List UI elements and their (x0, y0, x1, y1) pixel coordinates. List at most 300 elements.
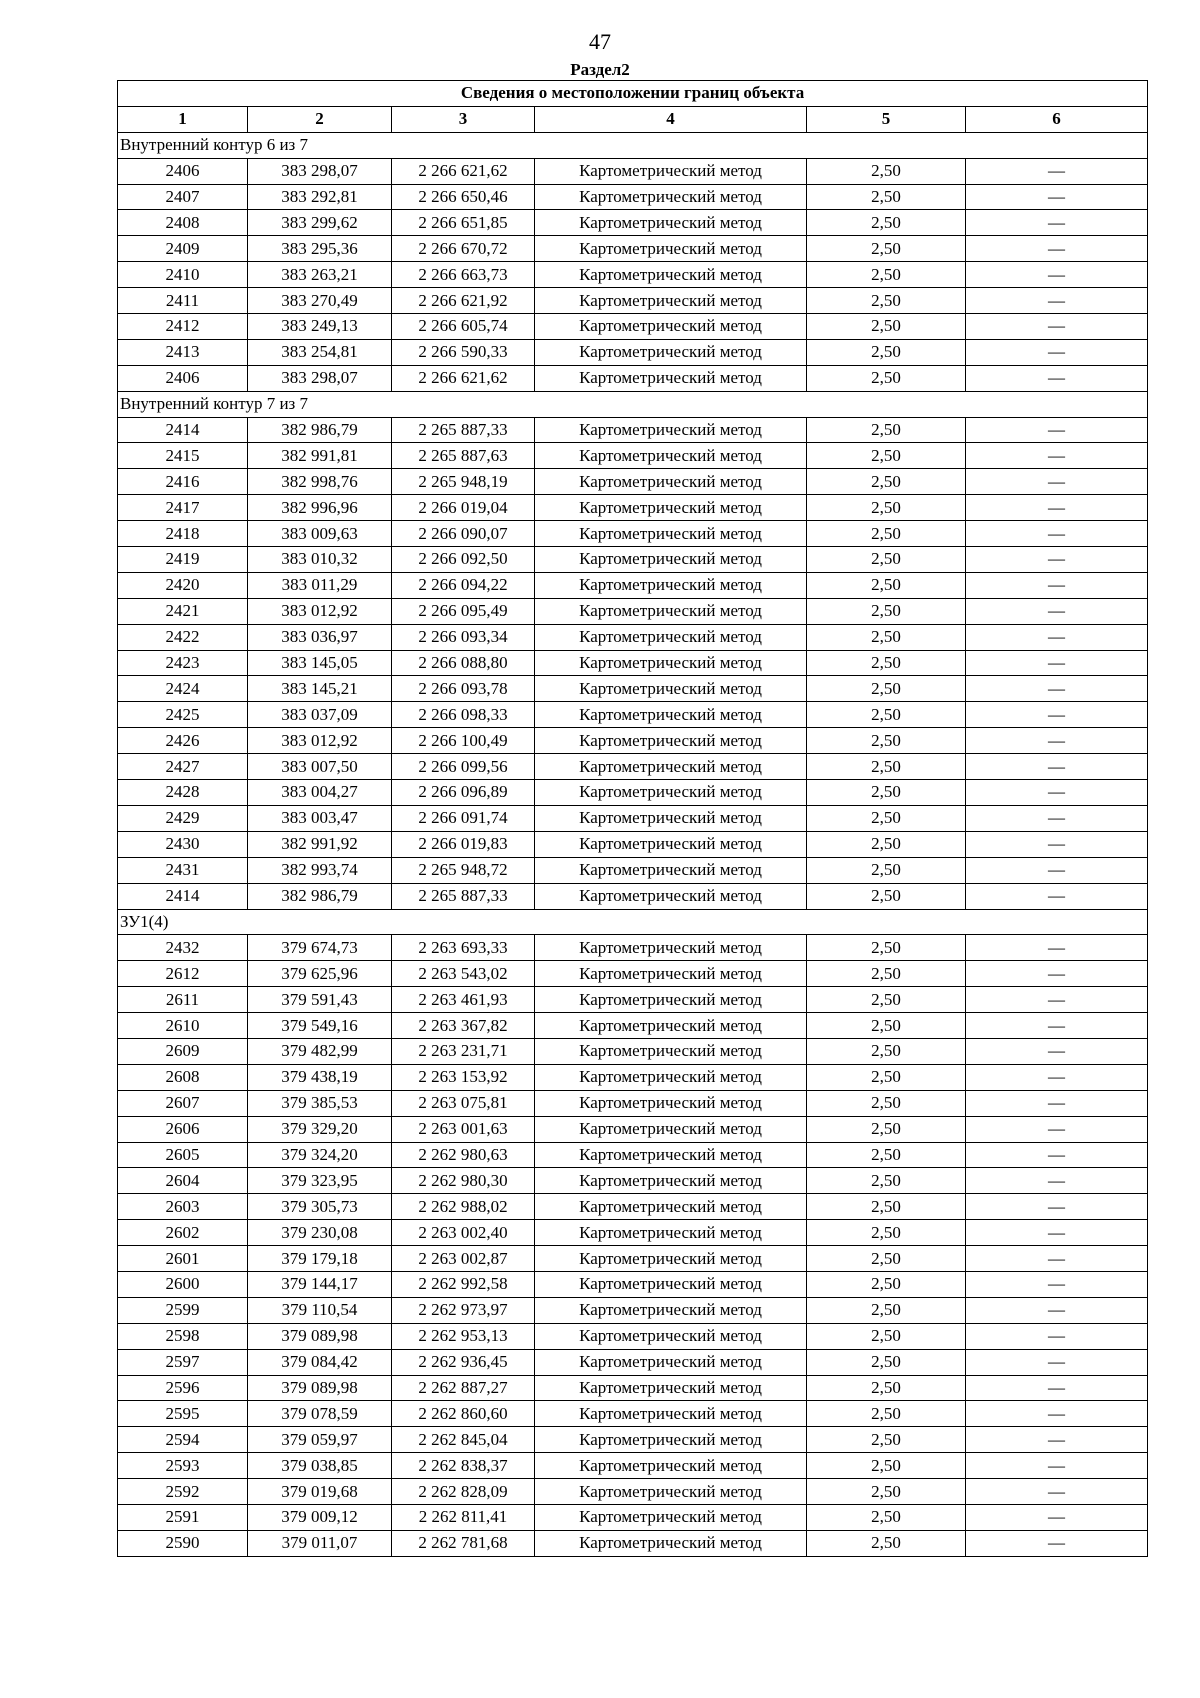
x-coordinate-cell: 382 986,79 (248, 417, 392, 443)
method-cell: Картометрический метод (535, 210, 807, 236)
method-cell: Картометрический метод (535, 987, 807, 1013)
point-number-cell: 2608 (118, 1064, 248, 1090)
x-coordinate-cell: 383 007,50 (248, 754, 392, 780)
x-coordinate-cell: 383 298,07 (248, 158, 392, 184)
y-coordinate-cell: 2 263 153,92 (392, 1064, 535, 1090)
table-row (118, 1168, 1148, 1194)
point-number-cell: 2429 (118, 805, 248, 831)
accuracy-cell: 2,50 (807, 158, 966, 184)
table-row (118, 547, 1148, 573)
accuracy-cell: 2,50 (807, 883, 966, 909)
method-cell: Картометрический метод (535, 831, 807, 857)
x-coordinate-cell: 383 037,09 (248, 702, 392, 728)
description-cell: — (966, 1479, 1148, 1505)
y-coordinate-cell: 2 262 811,41 (392, 1504, 535, 1530)
description-cell: — (966, 702, 1148, 728)
point-number-cell: 2424 (118, 676, 248, 702)
point-number-cell: 2604 (118, 1168, 248, 1194)
accuracy-cell: 2,50 (807, 572, 966, 598)
accuracy-cell: 2,50 (807, 1479, 966, 1505)
point-number-cell: 2598 (118, 1323, 248, 1349)
description-cell: — (966, 1427, 1148, 1453)
point-number-cell: 2422 (118, 624, 248, 650)
x-coordinate-cell: 379 059,97 (248, 1427, 392, 1453)
y-coordinate-cell: 2 266 093,34 (392, 624, 535, 650)
description-cell: — (966, 935, 1148, 961)
method-cell: Картометрический метод (535, 236, 807, 262)
point-number-cell: 2603 (118, 1194, 248, 1220)
accuracy-cell: 2,50 (807, 831, 966, 857)
x-coordinate-cell: 382 991,92 (248, 831, 392, 857)
description-cell: — (966, 1013, 1148, 1039)
table-row (118, 987, 1148, 1013)
point-number-cell: 2407 (118, 184, 248, 210)
group-header-row (118, 909, 1148, 935)
description-cell: — (966, 1168, 1148, 1194)
description-cell: — (966, 1375, 1148, 1401)
description-cell: — (966, 961, 1148, 987)
table-row (118, 857, 1148, 883)
accuracy-cell: 2,50 (807, 1530, 966, 1556)
point-number-cell: 2594 (118, 1427, 248, 1453)
table-body (118, 132, 1148, 1556)
x-coordinate-cell: 379 324,20 (248, 1142, 392, 1168)
description-cell: — (966, 314, 1148, 340)
table-row (118, 443, 1148, 469)
description-cell: — (966, 1116, 1148, 1142)
description-cell: — (966, 1453, 1148, 1479)
accuracy-cell: 2,50 (807, 702, 966, 728)
table-row (118, 1013, 1148, 1039)
accuracy-cell: 2,50 (807, 780, 966, 806)
y-coordinate-cell: 2 266 651,85 (392, 210, 535, 236)
accuracy-cell: 2,50 (807, 1323, 966, 1349)
point-number-cell: 2592 (118, 1479, 248, 1505)
y-coordinate-cell: 2 266 096,89 (392, 780, 535, 806)
x-coordinate-cell: 379 084,42 (248, 1349, 392, 1375)
description-cell: — (966, 210, 1148, 236)
point-number-cell: 2430 (118, 831, 248, 857)
table-row (118, 1090, 1148, 1116)
accuracy-cell: 2,50 (807, 1194, 966, 1220)
x-coordinate-cell: 379 089,98 (248, 1323, 392, 1349)
description-cell: — (966, 805, 1148, 831)
y-coordinate-cell: 2 265 887,63 (392, 443, 535, 469)
method-cell: Картометрический метод (535, 365, 807, 391)
table-row (118, 1375, 1148, 1401)
x-coordinate-cell: 379 482,99 (248, 1038, 392, 1064)
x-coordinate-cell: 382 996,96 (248, 495, 392, 521)
description-cell: — (966, 728, 1148, 754)
description-cell: — (966, 1297, 1148, 1323)
y-coordinate-cell: 2 265 948,19 (392, 469, 535, 495)
x-coordinate-cell: 379 144,17 (248, 1271, 392, 1297)
method-cell: Картометрический метод (535, 1479, 807, 1505)
point-number-cell: 2409 (118, 236, 248, 262)
method-cell: Картометрический метод (535, 288, 807, 314)
description-cell: — (966, 676, 1148, 702)
y-coordinate-cell: 2 266 099,56 (392, 754, 535, 780)
x-coordinate-cell: 382 986,79 (248, 883, 392, 909)
y-coordinate-cell: 2 266 605,74 (392, 314, 535, 340)
method-cell: Картометрический метод (535, 1349, 807, 1375)
y-coordinate-cell: 2 266 091,74 (392, 805, 535, 831)
table-row (118, 339, 1148, 365)
y-coordinate-cell: 2 262 845,04 (392, 1427, 535, 1453)
method-cell: Картометрический метод (535, 1168, 807, 1194)
description-cell: — (966, 1323, 1148, 1349)
accuracy-cell: 2,50 (807, 288, 966, 314)
description-cell: — (966, 598, 1148, 624)
accuracy-cell: 2,50 (807, 676, 966, 702)
point-number-cell: 2419 (118, 547, 248, 573)
table-row (118, 1530, 1148, 1556)
point-number-cell: 2406 (118, 158, 248, 184)
method-cell: Картометрический метод (535, 676, 807, 702)
table-row (118, 495, 1148, 521)
description-cell: — (966, 1090, 1148, 1116)
accuracy-cell: 2,50 (807, 443, 966, 469)
y-coordinate-cell: 2 262 992,58 (392, 1271, 535, 1297)
method-cell: Картометрический метод (535, 158, 807, 184)
x-coordinate-cell: 379 089,98 (248, 1375, 392, 1401)
table-row (118, 1323, 1148, 1349)
accuracy-cell: 2,50 (807, 1297, 966, 1323)
method-cell: Картометрический метод (535, 1504, 807, 1530)
table-row (118, 469, 1148, 495)
accuracy-cell: 2,50 (807, 961, 966, 987)
accuracy-cell: 2,50 (807, 1168, 966, 1194)
group-title: Внутренний контур 7 из 7 (118, 391, 1148, 417)
x-coordinate-cell: 383 299,62 (248, 210, 392, 236)
method-cell: Картометрический метод (535, 1427, 807, 1453)
table-row (118, 1453, 1148, 1479)
y-coordinate-cell: 2 263 461,93 (392, 987, 535, 1013)
x-coordinate-cell: 379 230,08 (248, 1220, 392, 1246)
y-coordinate-cell: 2 266 090,07 (392, 521, 535, 547)
point-number-cell: 2599 (118, 1297, 248, 1323)
table-row (118, 754, 1148, 780)
table-row (118, 1220, 1148, 1246)
point-number-cell: 2595 (118, 1401, 248, 1427)
table-row (118, 1246, 1148, 1272)
x-coordinate-cell: 379 674,73 (248, 935, 392, 961)
method-cell: Картометрический метод (535, 1246, 807, 1272)
table-row (118, 676, 1148, 702)
point-number-cell: 2426 (118, 728, 248, 754)
point-number-cell: 2611 (118, 987, 248, 1013)
x-coordinate-cell: 383 012,92 (248, 598, 392, 624)
y-coordinate-cell: 2 262 838,37 (392, 1453, 535, 1479)
y-coordinate-cell: 2 263 001,63 (392, 1116, 535, 1142)
table-row (118, 728, 1148, 754)
accuracy-cell: 2,50 (807, 417, 966, 443)
table-row (118, 1401, 1148, 1427)
description-cell: — (966, 236, 1148, 262)
x-coordinate-cell: 379 011,07 (248, 1530, 392, 1556)
point-number-cell: 2421 (118, 598, 248, 624)
point-number-cell: 2428 (118, 780, 248, 806)
y-coordinate-cell: 2 262 980,63 (392, 1142, 535, 1168)
description-cell: — (966, 1349, 1148, 1375)
description-cell: — (966, 987, 1148, 1013)
x-coordinate-cell: 383 145,05 (248, 650, 392, 676)
x-coordinate-cell: 383 270,49 (248, 288, 392, 314)
accuracy-cell: 2,50 (807, 935, 966, 961)
y-coordinate-cell: 2 263 543,02 (392, 961, 535, 987)
method-cell: Картометрический метод (535, 521, 807, 547)
method-cell: Картометрический метод (535, 495, 807, 521)
accuracy-cell: 2,50 (807, 1375, 966, 1401)
table-row (118, 1194, 1148, 1220)
description-cell: — (966, 1038, 1148, 1064)
description-cell: — (966, 831, 1148, 857)
description-cell: — (966, 417, 1148, 443)
column-header-4: 4 (535, 106, 807, 132)
description-cell: — (966, 1220, 1148, 1246)
point-number-cell: 2418 (118, 521, 248, 547)
description-cell: — (966, 365, 1148, 391)
table-row (118, 1116, 1148, 1142)
description-cell: — (966, 521, 1148, 547)
description-cell: — (966, 780, 1148, 806)
method-cell: Картометрический метод (535, 935, 807, 961)
method-cell: Картометрический метод (535, 728, 807, 754)
description-cell: — (966, 443, 1148, 469)
method-cell: Картометрический метод (535, 1401, 807, 1427)
section-title: Раздел2 (570, 60, 630, 79)
table-caption: Сведения о местоположении границ объекта (118, 81, 1148, 107)
method-cell: Картометрический метод (535, 417, 807, 443)
point-number-cell: 2602 (118, 1220, 248, 1246)
accuracy-cell: 2,50 (807, 469, 966, 495)
x-coordinate-cell: 383 298,07 (248, 365, 392, 391)
y-coordinate-cell: 2 266 621,92 (392, 288, 535, 314)
y-coordinate-cell: 2 262 887,27 (392, 1375, 535, 1401)
description-cell: — (966, 184, 1148, 210)
table-row (118, 1349, 1148, 1375)
column-header-6: 6 (966, 106, 1148, 132)
table-row (118, 1427, 1148, 1453)
point-number-cell: 2425 (118, 702, 248, 728)
y-coordinate-cell: 2 262 828,09 (392, 1479, 535, 1505)
accuracy-cell: 2,50 (807, 728, 966, 754)
accuracy-cell: 2,50 (807, 1349, 966, 1375)
method-cell: Картометрический метод (535, 1453, 807, 1479)
y-coordinate-cell: 2 266 621,62 (392, 365, 535, 391)
method-cell: Картометрический метод (535, 754, 807, 780)
y-coordinate-cell: 2 266 092,50 (392, 547, 535, 573)
table-row (118, 521, 1148, 547)
x-coordinate-cell: 382 993,74 (248, 857, 392, 883)
table-row (118, 288, 1148, 314)
accuracy-cell: 2,50 (807, 1220, 966, 1246)
method-cell: Картометрический метод (535, 1220, 807, 1246)
method-cell: Картометрический метод (535, 469, 807, 495)
table-row (118, 236, 1148, 262)
table-row (118, 624, 1148, 650)
table-row (118, 598, 1148, 624)
accuracy-cell: 2,50 (807, 1116, 966, 1142)
x-coordinate-cell: 383 012,92 (248, 728, 392, 754)
point-number-cell: 2408 (118, 210, 248, 236)
point-number-cell: 2597 (118, 1349, 248, 1375)
accuracy-cell: 2,50 (807, 650, 966, 676)
accuracy-cell: 2,50 (807, 1401, 966, 1427)
table-row (118, 1271, 1148, 1297)
method-cell: Картометрический метод (535, 650, 807, 676)
table-row (118, 365, 1148, 391)
accuracy-cell: 2,50 (807, 1504, 966, 1530)
x-coordinate-cell: 383 263,21 (248, 262, 392, 288)
point-number-cell: 2432 (118, 935, 248, 961)
y-coordinate-cell: 2 262 781,68 (392, 1530, 535, 1556)
table-row (118, 262, 1148, 288)
description-cell: — (966, 547, 1148, 573)
method-cell: Картометрический метод (535, 1323, 807, 1349)
method-cell: Картометрический метод (535, 314, 807, 340)
description-cell: — (966, 339, 1148, 365)
x-coordinate-cell: 383 011,29 (248, 572, 392, 598)
point-number-cell: 2609 (118, 1038, 248, 1064)
method-cell: Картометрический метод (535, 1271, 807, 1297)
y-coordinate-cell: 2 263 002,87 (392, 1246, 535, 1272)
description-cell: — (966, 1194, 1148, 1220)
accuracy-cell: 2,50 (807, 1427, 966, 1453)
method-cell: Картометрический метод (535, 598, 807, 624)
table-row (118, 935, 1148, 961)
y-coordinate-cell: 2 262 973,97 (392, 1297, 535, 1323)
table-row (118, 314, 1148, 340)
x-coordinate-cell: 379 385,53 (248, 1090, 392, 1116)
y-coordinate-cell: 2 262 988,02 (392, 1194, 535, 1220)
accuracy-cell: 2,50 (807, 624, 966, 650)
point-number-cell: 2416 (118, 469, 248, 495)
table-row (118, 417, 1148, 443)
method-cell: Картометрический метод (535, 857, 807, 883)
description-cell: — (966, 1504, 1148, 1530)
table-row (118, 1297, 1148, 1323)
point-number-cell: 2410 (118, 262, 248, 288)
description-cell: — (966, 572, 1148, 598)
table-row (118, 1479, 1148, 1505)
table-row (118, 1038, 1148, 1064)
point-number-cell: 2431 (118, 857, 248, 883)
method-cell: Картометрический метод (535, 1375, 807, 1401)
column-header-5: 5 (807, 106, 966, 132)
x-coordinate-cell: 383 036,97 (248, 624, 392, 650)
description-cell: — (966, 262, 1148, 288)
y-coordinate-cell: 2 266 095,49 (392, 598, 535, 624)
accuracy-cell: 2,50 (807, 987, 966, 1013)
point-number-cell: 2415 (118, 443, 248, 469)
group-header-row (118, 132, 1148, 158)
method-cell: Картометрический метод (535, 339, 807, 365)
point-number-cell: 2414 (118, 883, 248, 909)
point-number-cell: 2612 (118, 961, 248, 987)
group-header-row (118, 391, 1148, 417)
accuracy-cell: 2,50 (807, 314, 966, 340)
x-coordinate-cell: 382 991,81 (248, 443, 392, 469)
table-row (118, 702, 1148, 728)
y-coordinate-cell: 2 266 093,78 (392, 676, 535, 702)
description-cell: — (966, 1530, 1148, 1556)
description-cell: — (966, 1271, 1148, 1297)
y-coordinate-cell: 2 266 019,04 (392, 495, 535, 521)
description-cell: — (966, 1142, 1148, 1168)
y-coordinate-cell: 2 263 231,71 (392, 1038, 535, 1064)
table-row (118, 961, 1148, 987)
accuracy-cell: 2,50 (807, 1271, 966, 1297)
method-cell: Картометрический метод (535, 883, 807, 909)
y-coordinate-cell: 2 266 098,33 (392, 702, 535, 728)
x-coordinate-cell: 383 009,63 (248, 521, 392, 547)
method-cell: Картометрический метод (535, 624, 807, 650)
method-cell: Картометрический метод (535, 1038, 807, 1064)
accuracy-cell: 2,50 (807, 598, 966, 624)
x-coordinate-cell: 379 625,96 (248, 961, 392, 987)
point-number-cell: 2610 (118, 1013, 248, 1039)
x-coordinate-cell: 379 110,54 (248, 1297, 392, 1323)
method-cell: Картометрический метод (535, 184, 807, 210)
accuracy-cell: 2,50 (807, 754, 966, 780)
accuracy-cell: 2,50 (807, 1013, 966, 1039)
x-coordinate-cell: 382 998,76 (248, 469, 392, 495)
y-coordinate-cell: 2 263 693,33 (392, 935, 535, 961)
table-row (118, 1504, 1148, 1530)
group-title: Внутренний контур 6 из 7 (118, 132, 1148, 158)
accuracy-cell: 2,50 (807, 1246, 966, 1272)
x-coordinate-cell: 383 003,47 (248, 805, 392, 831)
table-row (118, 184, 1148, 210)
table-row (118, 780, 1148, 806)
point-number-cell: 2412 (118, 314, 248, 340)
y-coordinate-cell: 2 265 948,72 (392, 857, 535, 883)
y-coordinate-cell: 2 266 019,83 (392, 831, 535, 857)
point-number-cell: 2607 (118, 1090, 248, 1116)
table-row (118, 210, 1148, 236)
description-cell: — (966, 754, 1148, 780)
accuracy-cell: 2,50 (807, 262, 966, 288)
point-number-cell: 2593 (118, 1453, 248, 1479)
y-coordinate-cell: 2 263 002,40 (392, 1220, 535, 1246)
x-coordinate-cell: 379 038,85 (248, 1453, 392, 1479)
x-coordinate-cell: 383 295,36 (248, 236, 392, 262)
point-number-cell: 2411 (118, 288, 248, 314)
x-coordinate-cell: 383 004,27 (248, 780, 392, 806)
accuracy-cell: 2,50 (807, 521, 966, 547)
coordinates-table (117, 80, 1148, 1557)
table-row (118, 1142, 1148, 1168)
y-coordinate-cell: 2 266 663,73 (392, 262, 535, 288)
accuracy-cell: 2,50 (807, 365, 966, 391)
y-coordinate-cell: 2 265 887,33 (392, 883, 535, 909)
point-number-cell: 2605 (118, 1142, 248, 1168)
x-coordinate-cell: 383 249,13 (248, 314, 392, 340)
method-cell: Картометрический метод (535, 1297, 807, 1323)
accuracy-cell: 2,50 (807, 495, 966, 521)
point-number-cell: 2590 (118, 1530, 248, 1556)
description-cell: — (966, 650, 1148, 676)
x-coordinate-cell: 383 254,81 (248, 339, 392, 365)
x-coordinate-cell: 379 323,95 (248, 1168, 392, 1194)
accuracy-cell: 2,50 (807, 1142, 966, 1168)
description-cell: — (966, 857, 1148, 883)
y-coordinate-cell: 2 266 670,72 (392, 236, 535, 262)
point-number-cell: 2591 (118, 1504, 248, 1530)
group-title: ЗУ1(4) (118, 909, 1148, 935)
point-number-cell: 2423 (118, 650, 248, 676)
